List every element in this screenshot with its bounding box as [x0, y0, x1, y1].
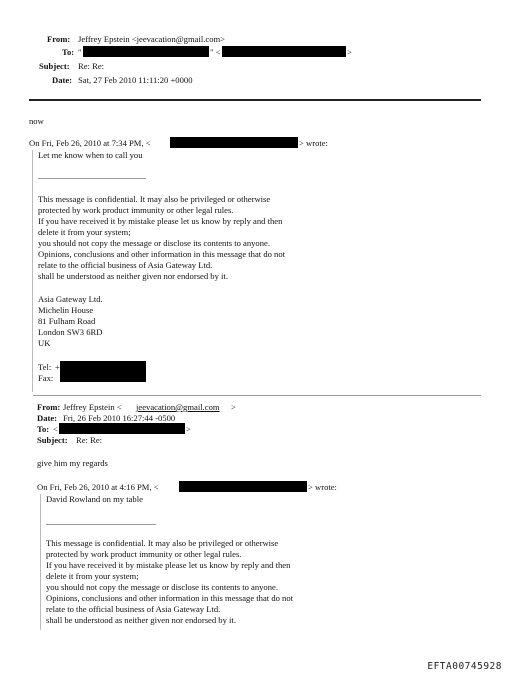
separator-line — [38, 178, 146, 179]
address-line: Michelin House — [38, 305, 94, 315]
redaction-box — [179, 481, 307, 492]
disclaimer-line: shall be understood as neither given nor endorsed by it. — [38, 271, 228, 281]
fax-label: Fax: — [38, 373, 54, 383]
disclaimer-line: protected by work product immunity or other legal rules. — [38, 205, 234, 215]
address-line: Asia Gateway Ltd. — [38, 294, 103, 304]
header-divider — [29, 99, 481, 101]
attribution-suffix: > wrote: — [299, 138, 328, 148]
disclaimer-line: relate to the official business of Asia Gateway Ltd. — [46, 604, 221, 614]
quoted-text: David Rowland on my table — [46, 494, 143, 504]
to-label: To: — [62, 47, 75, 57]
quoted-text: Let me know when to call you — [38, 150, 143, 160]
disclaimer-line: you should not copy the message or disclose its contents to anyone. — [46, 582, 278, 592]
disclaimer-line: shall be understood as neither given nor endorsed by it. — [46, 615, 236, 625]
subject-label: Subject: — [39, 61, 70, 71]
date-label: Date: — [37, 413, 58, 423]
document-id: EFTA00745928 — [427, 661, 502, 672]
to-mid: " < — [210, 47, 221, 57]
date-label: Date: — [52, 75, 73, 85]
to-prefix: < — [53, 424, 58, 434]
date-value: Sat, 27 Feb 2010 11:11:20 +0000 — [78, 75, 193, 85]
disclaimer-line: relate to the official business of Asia Gateway Ltd. — [38, 260, 213, 270]
from-label: From: — [37, 402, 61, 412]
to-suffix: > — [186, 424, 191, 434]
disclaimer-line: delete it from your system; — [46, 571, 139, 581]
reply-body: now — [29, 116, 44, 126]
separator-line — [46, 524, 156, 525]
attribution-prefix: On Fri, Feb 26, 2010 at 4:16 PM, < — [37, 482, 159, 492]
subject-label: Subject: — [37, 435, 68, 445]
quote-bar — [40, 494, 41, 630]
address-line: UK — [38, 338, 51, 348]
tel-label: Tel: — [38, 362, 52, 372]
quote-divider — [33, 395, 481, 396]
redaction-box — [83, 46, 209, 57]
disclaimer-line: This message is confidential. It may also be privileged or otherwise — [38, 194, 271, 204]
to-prefix: " — [78, 47, 82, 57]
disclaimer-line: protected by work product immunity or other legal rules. — [46, 549, 242, 559]
disclaimer-line: Opinions, conclusions and other information in this message that do not — [46, 593, 294, 603]
address-line: London SW3 6RD — [38, 327, 103, 337]
quote-bar — [32, 150, 33, 392]
redaction-box — [222, 46, 346, 57]
from-name: Jeffrey Epstein < — [63, 402, 122, 412]
address-line: 81 Fulham Road — [38, 316, 96, 326]
disclaimer-line: Opinions, conclusions and other information in this message that do not — [38, 249, 286, 259]
redaction-box — [59, 423, 185, 434]
email-link[interactable]: jeevacation@gmail.com — [136, 402, 220, 412]
redaction-box — [170, 137, 298, 148]
disclaimer-line: This message is confidential. It may also be privileged or otherwise — [46, 538, 279, 548]
attribution-suffix: > wrote: — [308, 482, 337, 492]
disclaimer-line: you should not copy the message or disclose its contents to anyone. — [38, 238, 270, 248]
from-value: Jeffrey Epstein <jeevacation@gmail.com> — [78, 34, 226, 44]
disclaimer-line: If you have received it by mistake please let us know by reply and then — [46, 560, 291, 570]
from-label: From: — [47, 34, 71, 44]
date-value: Fri, 26 Feb 2010 16:27:44 -0500 — [63, 413, 176, 423]
subject-value: Re: Re: — [78, 61, 105, 71]
tel-prefix: + — [55, 362, 60, 372]
to-label: To: — [37, 424, 50, 434]
attribution-prefix: On Fri, Feb 26, 2010 at 7:34 PM, < — [29, 138, 151, 148]
redaction-box — [60, 361, 146, 382]
to-suffix: > — [347, 47, 352, 57]
disclaimer-line: If you have received it by mistake please let us know by reply and then — [38, 216, 283, 226]
reply-body: give him my regards — [37, 458, 108, 468]
from-end: > — [231, 402, 236, 412]
disclaimer-line: delete it from your system; — [38, 227, 131, 237]
subject-value: Re: Re: — [76, 435, 103, 445]
